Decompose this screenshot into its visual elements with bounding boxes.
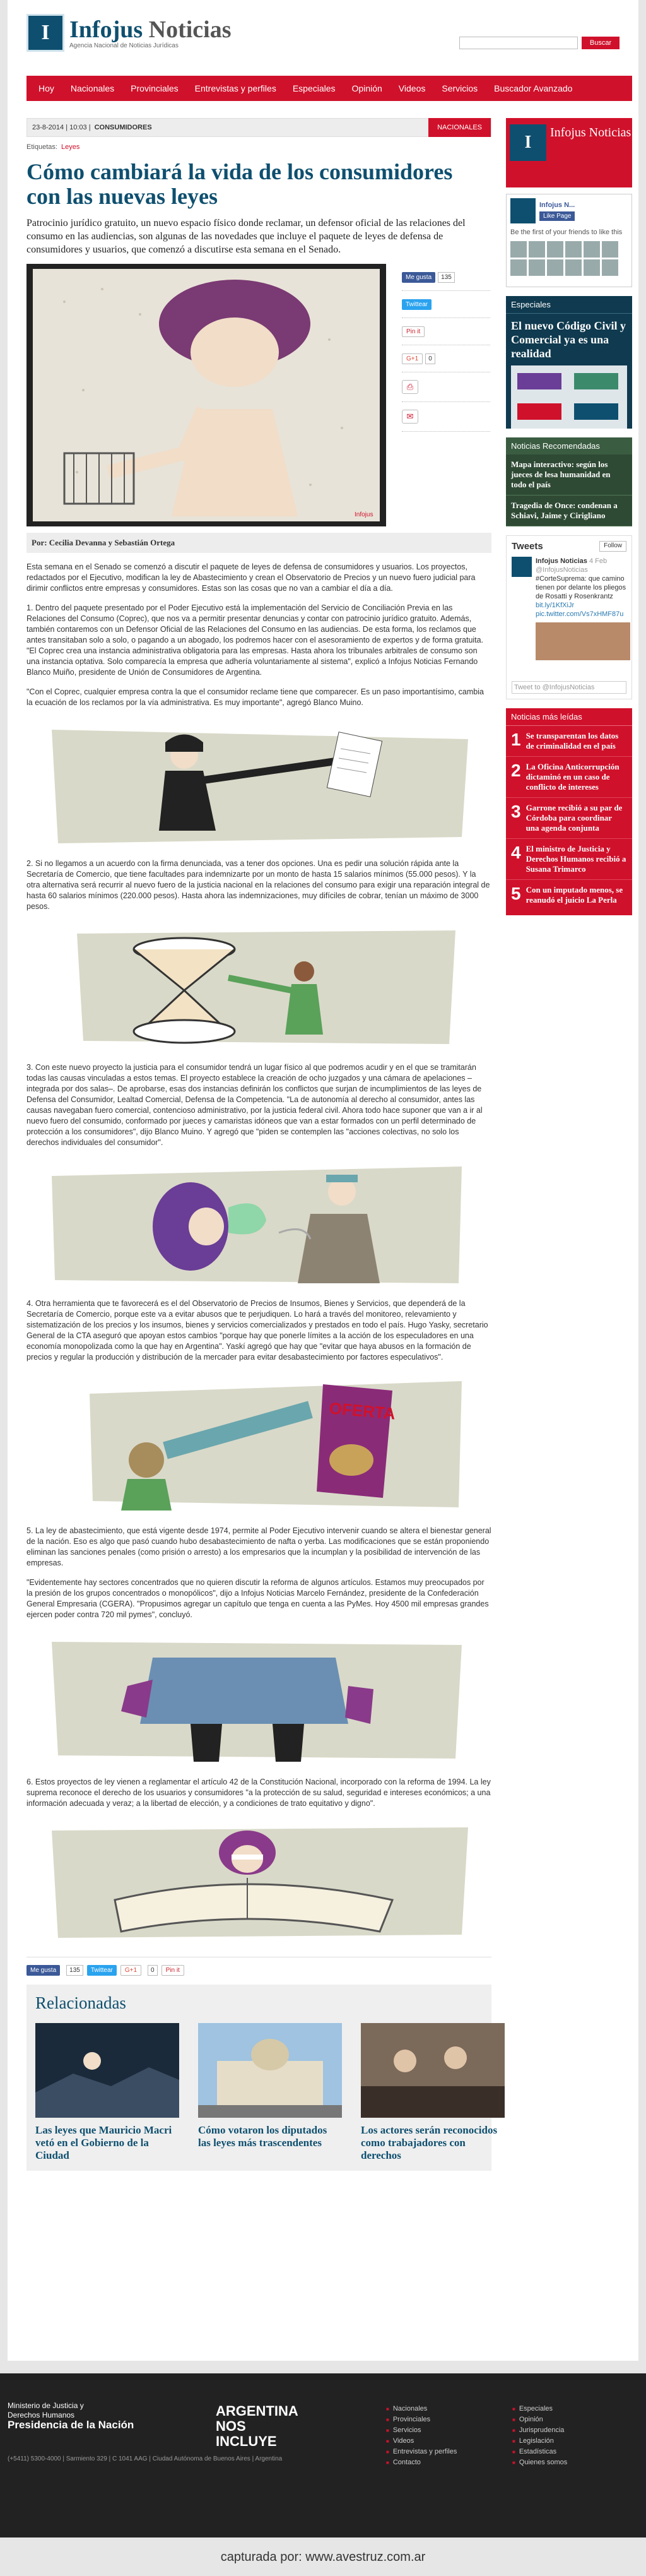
article-date: 23-8-2014	[32, 124, 64, 131]
related-headline: Los actores serán reconocidos como trabajadores con derechos	[361, 2124, 498, 2161]
main-illustration	[26, 264, 386, 526]
sidebar-logo: I	[510, 124, 546, 161]
nav-entrevistas[interactable]: Entrevistas y perfiles	[194, 83, 276, 93]
ministry-logo[interactable]	[8, 2401, 134, 2430]
fb-faces	[510, 241, 628, 276]
tweet-image[interactable]	[536, 622, 630, 660]
article-body	[26, 562, 491, 1944]
article-category[interactable]: CONSUMIDORES	[94, 124, 152, 131]
main-nav	[26, 76, 632, 101]
most-read-number: 4	[511, 843, 521, 862]
related-section	[26, 1985, 498, 2171]
tweet-user[interactable]: Infojus Noticias	[536, 557, 587, 565]
site-logo[interactable]	[26, 14, 232, 52]
especiales-title: Especiales	[506, 296, 632, 314]
nav-opinion[interactable]: Opinión	[351, 83, 382, 93]
related-headline: Las leyes que Mauricio Macri vetó en el Gobierno de la Ciudad	[35, 2124, 172, 2161]
tweet-handle[interactable]: @InfojusNoticias	[536, 566, 588, 574]
footer-links-1	[386, 2404, 457, 2468]
paragraph-6: 6. Estos proyectos de ley vienen a reglamentar el artículo 42 de la Constitución Nacional, incorporado con la reforma de 1994. La ley suprema reconoce el derecho de los usuarios y consumidores "a la protección de su salud, seguridad e intereses económicos; a una información adecuada y veraz; a la libertad de elección, y a condiciones de trato equitativo y digno".	[26, 1778, 491, 1808]
most-read-item[interactable]	[506, 880, 632, 910]
illustration-book	[39, 1818, 474, 1944]
main-figure	[26, 264, 491, 526]
most-read-number: 1	[511, 730, 521, 749]
footer-link[interactable]: ■ Jurisprudencia	[512, 2425, 567, 2436]
nav-videos[interactable]: Videos	[398, 83, 426, 93]
footer-link[interactable]: ■ Entrevistas y perfiles	[386, 2447, 457, 2457]
paragraph-5: 5. La ley de abastecimiento, que está vigente desde 1974, permite al Poder Ejecutivo intervenir cuando se altera el bienestar general de la nación. Eso es algo que pasó cuando hubo desabastecimiento de nafta o yerba. Las modificaciones que se están proponiendo eliminan las sanciones penales (como prisión o arresto) a los empresarios que la incumplan y la posibilidad de intervención de las empresas.	[26, 1526, 491, 1567]
tags-label: Etiquetas:	[26, 143, 57, 151]
related-item[interactable]	[361, 2023, 505, 2162]
article-column	[26, 118, 498, 2171]
facebook-like-button[interactable]: Me gusta	[402, 272, 435, 283]
most-read-item[interactable]	[506, 798, 632, 839]
search-input[interactable]	[459, 37, 578, 49]
illustration-contract	[39, 717, 474, 850]
especiales-item[interactable]: El nuevo Código Civil y Comercial ya es una realidad	[511, 319, 626, 360]
oferta-label: OFERTA	[328, 1398, 396, 1423]
logo-name	[69, 17, 232, 42]
related-item[interactable]	[198, 2023, 342, 2162]
pin-button[interactable]: Pin it	[402, 326, 425, 337]
most-read-number: 3	[511, 802, 521, 821]
especiales-image	[511, 365, 627, 429]
tweet-date: 4 Feb	[589, 557, 608, 565]
footer-link[interactable]: ■ Legislación	[512, 2436, 567, 2447]
related-headline: Cómo votaron los diputados las leyes más trascendentes	[198, 2124, 327, 2149]
footer-link[interactable]: ■ Provinciales	[386, 2414, 457, 2425]
related-title: Relacionadas	[35, 1993, 126, 2012]
nav-especiales[interactable]: Especiales	[292, 83, 336, 93]
recomendada-item[interactable]: Tragedia de Once: condenan a Schiavi, Jaime y Cirigliano	[506, 496, 632, 526]
page	[8, 0, 638, 2361]
print-icon[interactable]: ⎙	[402, 380, 418, 394]
pin-button-bottom[interactable]: Pin it	[162, 1965, 184, 1976]
article-title: Cómo cambiará la vida de los consumidores con las nuevas leyes	[26, 159, 453, 209]
most-read-item[interactable]	[506, 726, 632, 757]
footer-link[interactable]: ■ Servicios	[386, 2425, 457, 2436]
tags	[26, 143, 491, 151]
illustration-hourglass	[39, 921, 474, 1054]
fb-page-name[interactable]: Infojus N...	[539, 201, 575, 209]
related-image	[361, 2023, 505, 2118]
tweets-title: Tweets	[512, 541, 543, 552]
paragraph-1: 1. Dentro del paquete presentado por el Poder Ejecutivo está la implementación del Servicio de Conciliación Previa en las Relaciones del Consumo (Coprec), que nos va a permitir presentar denuncias y contar con patrocinio jurídico gratuito. Además, también contaremos con un Defensor Oficial de las Relaciones del Consumo en las audiencias. De esta forma, los reclamos que antes transitaban solo a solo, o pagando a un abogado, los podremos hacer con el asesoramiento de expertos y de forma gratuita. "El Coprec crea una instancia administrativa obligatoria para las empresas. Hasta ahora los tribunales arbitrales de consumo son una instancia optativa. Solo comparecía la empresa que adhería voluntariamente al sistema", explicó a Infojus Noticias Fernando Blanco Muiño, presidente de Unión de Consumidores de Argentina.	[26, 603, 484, 677]
capture-credit: capturada por: www.avestruz.com.ar	[220, 2550, 426, 2564]
tag-link[interactable]: Leyes	[61, 143, 80, 151]
argentina-logo	[216, 2404, 310, 2449]
most-read-headline: El ministro de Justicia y Derechos Humanos recibió a Susana Trimarco	[526, 844, 626, 874]
most-read-title: Noticias más leídas	[506, 708, 632, 726]
mail-icon[interactable]: ✉	[402, 410, 418, 424]
facebook-page-box	[506, 194, 632, 287]
facebook-count: 135	[438, 272, 455, 283]
illustration-oferta	[39, 1372, 474, 1517]
sidebar	[506, 118, 632, 915]
tweet	[512, 557, 626, 660]
related-image	[198, 2023, 342, 2118]
illustration-bubbles	[39, 1157, 474, 1290]
footer-link[interactable]: ■ Videos	[386, 2436, 457, 2447]
recomendadas-title: Noticias Recomendadas	[506, 437, 632, 454]
most-read-item[interactable]	[506, 757, 632, 798]
gplus-button[interactable]: G+1	[402, 353, 423, 364]
article-meta: 23-8-2014 | 10:03 | CONSUMIDORES NACIONALES	[26, 118, 491, 137]
tweet-button-bottom[interactable]: Twittear	[87, 1965, 117, 1976]
nav-nacionales[interactable]: Nacionales	[70, 83, 115, 93]
paragraph-1b: "Con el Coprec, cualquier empresa contra la que el consumidor reclame tiene que comparecer. Es un paso importantísimo, cambia la ecuación de los reclamos por la vía administrativa. Es muy importante", agregó Blanco Muino.	[26, 687, 484, 707]
paragraph-5b: "Evidentemente hay sectores concentrados que no quieren discutir la reforma de algunos artículos. Estamos muy preocupados por la presión de los grupos concentrados o monopólicos", dijo a Infojus Noticias Marcelo Fernández, presidente de la Confederación General Empresaria (CGERA). "Propusimos agregar un capítulo que tenga en cuenta a las PyMes. Hoy 4500 mil empresas grandes ejercen poder contra 720 mil pymes", concluyó.	[26, 1578, 489, 1619]
bottom-share-bar	[26, 1957, 491, 1976]
logo-name-b: Noticias	[148, 16, 232, 43]
most-read-number: 2	[511, 761, 521, 780]
especiales-box	[506, 296, 632, 429]
illustration-woman-cart	[26, 264, 386, 526]
recomendadas-box	[506, 437, 632, 526]
tweet-link[interactable]: bit.ly/1KfXiJr pic.twitter.com/Vs7xHMF87u	[536, 602, 624, 618]
footer-link[interactable]: ■ Opinión	[512, 2414, 567, 2425]
illustration-pockets	[39, 1629, 474, 1768]
share-column	[402, 264, 490, 526]
most-read-headline: Garrone recibió a su par de Córdoba para coordinar una agenda conjunta	[526, 803, 623, 833]
fb-like-page-button[interactable]: Like Page	[539, 211, 575, 221]
tweet-to-input[interactable]: Tweet to @InfojusNoticias	[512, 681, 626, 694]
footer-address: (+5411) 5300-4000 | Sarmiento 329 | C 1041 AAG | Ciudad Autónoma de Buenos Aires | Argentina	[8, 2455, 283, 2462]
article-time: 10:03	[69, 124, 87, 131]
most-read-item[interactable]	[506, 839, 632, 880]
twitter-widget	[506, 535, 632, 699]
most-read-headline: Se transparentan los datos de criminalidad en el país	[526, 731, 619, 751]
footer-link[interactable]: ■ Contacto	[386, 2457, 457, 2468]
ministry-name: Ministerio de Justicia y Derechos Humanos	[8, 2401, 84, 2419]
nav-hoy[interactable]: Hoy	[38, 83, 54, 93]
related-image	[35, 2023, 179, 2118]
footer-link[interactable]: ■ Quienes somos	[512, 2457, 567, 2468]
paragraph-4: 4. Otra herramienta que te favorecerá es el del Observatorio de Precios de Insumos, Bienes y Servicios, que dependerá de la Secretaría de Comercio, porque este va a evitar abusos que te perjudiquen. Lo hará a través del monitoreo, relevamiento y sistematización de los precios y los insumos, bienes y servicios comercializados y prestados en todo el país. Hugo Yasky, secretario General de la CTA aseguró que apoyan estos cambios "porque hay que ponerle límites a la acción de los especuladores en una economía monopolizada como la que hay en Argentina". Yaskí agregó que hay que "evitar que haya abusos en la formación de precios y regular la producción y distribución de la mercader para evitar desabastecimiento por factores especulativos".	[26, 1299, 488, 1362]
tweet-button[interactable]: Twittear	[402, 299, 432, 310]
footer-link[interactable]: ■ Nacionales	[386, 2404, 457, 2414]
gplus-count-bottom: 0	[148, 1965, 158, 1976]
logo-mark: I	[26, 14, 64, 52]
fb-friends-text: Be the first of your friends to like this	[510, 229, 623, 236]
argentina-logo-text: ARGENTINA NOS INCLUYE	[216, 2403, 298, 2449]
related-item[interactable]	[35, 2023, 179, 2162]
most-read-number: 5	[511, 884, 521, 903]
facebook-like-button-bottom[interactable]: Me gusta	[26, 1965, 60, 1976]
most-read-headline: La Oficina Anticorrupción dictaminó en un caso de conflicto de intereses	[526, 762, 620, 792]
footer-link[interactable]: ■ Especiales	[512, 2404, 567, 2414]
logo-name-a: Infojus	[69, 16, 143, 43]
facebook-count-bottom: 135	[66, 1965, 83, 1976]
svg-text:Infojus: Infojus	[355, 511, 373, 518]
paragraph-3: 3. Con este nuevo proyecto la justicia para el consumidor tendrá un lugar físico al que podremos acudir y en el que se tramitarán todas las causas vinculadas a estos temas. El proyecto establece la creación de ocho juzgados y una cámara de apelaciones –integrada por dos salas–. De aprobarse, esas dos instancias definirán los conflictos que surjan de incumplimientos de las leyes de Defensa del Consumidor, Lealtad Comercial, Defensa de la Competencia. "La de autonomía al derecho al consumidor, antes las causas navegaban fuero comercial, contencioso administrativo, por la justicia federal civil. Ahora todo hace suponer que van a ir al nuevo fuero del consumido, conformado por jueces y camaristas idóneos que van a estar formados con un perfil determinado de protección a los consumidores", dijo Blanco Muino. Y agregó que "piden se contemplen las "acciones colectivas, no solo los derechos individuales del consumidor".	[26, 1063, 483, 1147]
footer-link[interactable]: ■ Estadísticas	[512, 2447, 567, 2457]
photo-caption: Por: Cecilia Devanna y Sebastián Ortega	[26, 533, 491, 553]
fb-page-avatar	[510, 198, 536, 223]
paragraph-2: 2. Si no llegamos a un acuerdo con la firma denunciada, vas a tener dos opciones. Una es pedir una solución rápida ante la Secretaría de Comercio, que tiene facultades para indemnizarte por un monto de hasta 15 salarios mínimos (55.000 pesos). Y la otra alternativa será recurrir al nuevo fuero de la justicia nacional en la relaciones del consumo para exigir una reparación integral de hasta 60 salarios mínimos (220.000 pesos). Hasta ahora las indemnizaciones, muy difíciles de cobrar, tenían un máximo de 3000 pesos.	[26, 859, 490, 911]
most-read-headline: Con un imputado menos, se reanudó el juicio La Perla	[526, 885, 623, 905]
nav-provinciales[interactable]: Provinciales	[131, 83, 179, 93]
section-badge[interactable]: NACIONALES	[428, 118, 491, 137]
search-button[interactable]: Buscar	[582, 37, 620, 49]
nav-buscador[interactable]: Buscador Avanzado	[494, 83, 573, 93]
footer	[0, 2373, 646, 2537]
tweet-text: #CorteSuprema: que camino tienen por delante los pliegos de Rosatti y Rosenkrantz	[536, 575, 626, 600]
tweet-avatar	[512, 557, 532, 577]
sidebar-brand-name: Infojus Noticias	[550, 126, 631, 139]
header	[8, 0, 638, 69]
gplus-button-bottom[interactable]: G+1	[120, 1965, 141, 1976]
twitter-follow-button[interactable]: Follow	[599, 541, 626, 552]
sidebar-brand-box[interactable]	[506, 118, 632, 187]
paragraph-intro: Esta semana en el Senado se comenzó a discutir el paquete de leyes de defensa de consumidores y usuarios. Los proyectos, redactados por el Ejecutivo, modifican la ley de Abastecimiento y crean el Observatorio de Precios y un nuevo fuero judicial para dirimir conflictos entre empresas y consumidores. Estas son las cosas que no van a cambiar el día a día.	[26, 562, 476, 593]
search-form	[459, 37, 620, 49]
recomendada-item[interactable]: Mapa interactivo: según los jueces de lesa humanidad en todo el país	[506, 454, 632, 496]
footer-links-2	[512, 2404, 567, 2468]
article-lead: Patrocinio jurídico gratuito, un nuevo espacio físico donde reclamar, un defensor oficial de las relaciones del consumo en las audiencias, son algunas de las novedades que incluye el paquete de leyes de defensa de consumidores y usuarios, que comenzó a discutirse esta semana en el Senado.	[26, 218, 466, 255]
presidency-name: Presidencia de la Nación	[8, 2419, 134, 2431]
logo-subtitle: Agencia Nacional de Noticias Jurídicas	[69, 42, 179, 49]
gplus-count: 0	[425, 353, 435, 364]
nav-servicios[interactable]: Servicios	[442, 83, 478, 93]
most-read-box	[506, 708, 632, 915]
